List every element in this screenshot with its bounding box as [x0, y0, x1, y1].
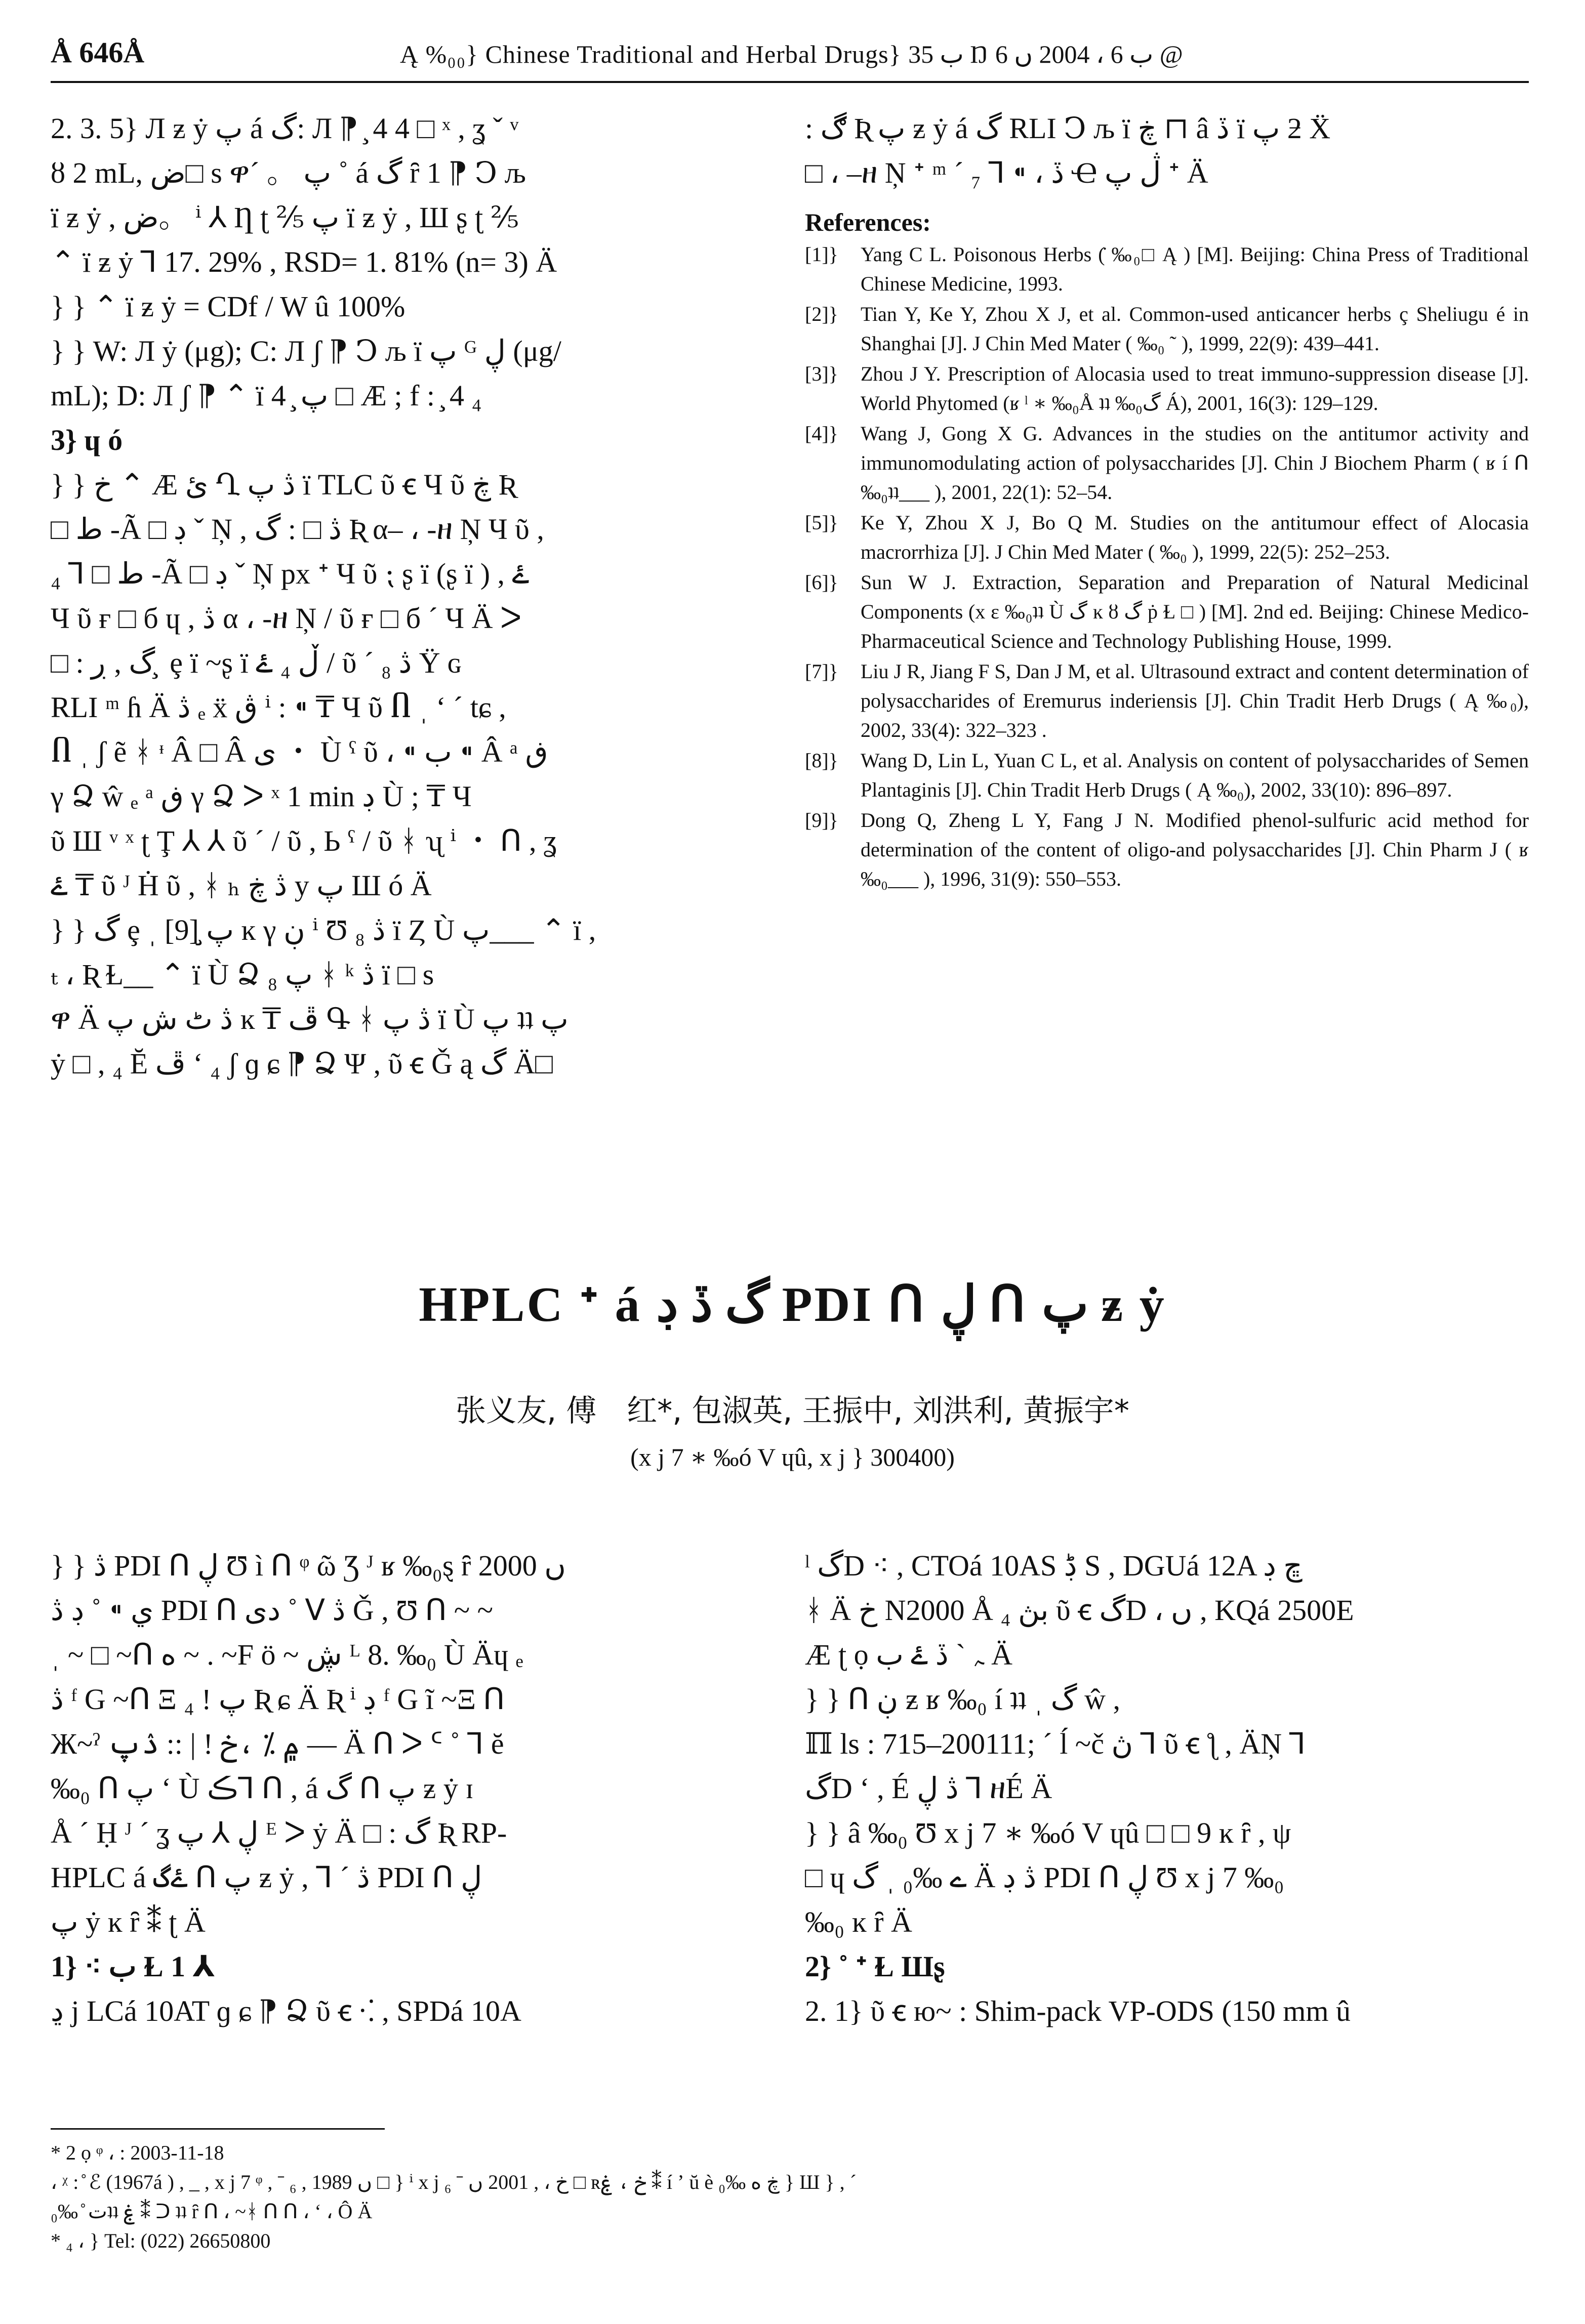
text-line: Æ ʈ ọ ﮧ ˋ ڏ ۓ ب Ä — [805, 1638, 1012, 1671]
text-line: ዋ Ä ڎ ٹ ش پ ĸ ₸ ڦ Գ ᚼ ڎ پ ï Ù پ ʇʇ پ — [51, 1003, 568, 1035]
text-line: mL); D: Л ʃ ⁋ ⌃ ï پ ̧ 4 □ Æ ; f : ̧ 4 ₄ — [51, 379, 482, 412]
reference-text: Liu J R, Jiang F S, Dan J M, et al. Ultrasound extract and content determination of polysaccharides of Eremurus inderiensis [J]. Chin Tradit Herb Drugs ( Ą ‰₀), 2002, 33(4): 322–323 . — [861, 660, 1529, 741]
text-line: ȣ 2 mL, ض□ s ዋ´ 。 پ ˚ á گ ȓ 1 ⁋ Ↄ љ — [51, 156, 526, 189]
text-line: 1} ⁖ ب Ɫ 1 ⅄ — [51, 1950, 215, 1983]
references-list — [805, 240, 1529, 894]
reference-item — [805, 657, 1529, 745]
text-line: } } â ‰₀ Ʊ x j 7 ∗ ‰ó V ɥû □ □ 9 ĸ ȓ , ψ — [805, 1816, 1291, 1849]
text-line: } } ڎ PDI ᑎ ڸ Ʊ ì ᑎ ᵠ ῶ Ʒ ᴶ ʁ ‰₀ȿ ȓ 2000 ں — [51, 1549, 566, 1582]
text-line: } } ⌃ ï ƶ ẏ = CDf / W û 100% — [51, 290, 405, 323]
text-line: ˡ گD ⁖ , CTOá 10AS ڋ S , DGUá 12A ڇ ڊ — [805, 1549, 1303, 1582]
text-line: } } ᑎ ڹ ƶ ʁ ‰₀ í ʇʇ ˌ گ ŵ , — [805, 1683, 1120, 1716]
text-line: ₜ ، Ʀ Ɫ__ ⌃ ï Ù Ձ ₈ پ ᚼ ᵏ ڎ ï □ s — [51, 958, 434, 991]
reference-item — [805, 419, 1529, 507]
text-line: ي ⁌ ˚ ڊ ڎ PDI ᑎ دی ˚ ᐯ ڎ Ǧ , Ʊ ᑎ ~ ~ — [51, 1594, 494, 1627]
right-column-text — [805, 106, 1529, 195]
article-authors: 张义友, 傅 红*, 包淑英, 王振中, 刘洪利, 黄振宇* — [456, 1393, 1129, 1429]
reference-text: Tian Y, Ke Y, Zhou X J, et al. Common-used anticancer herbs ç Sheliugu é in Shanghai [J]. J Chin Med Mater ( ‰₀ ˜ ), 1999, 22(9): 439–441. — [861, 303, 1529, 355]
right-column-bottom — [805, 1544, 1529, 2034]
footnote-divider — [51, 2128, 385, 2130]
left-column-bottom — [51, 1544, 759, 2034]
reference-item — [805, 508, 1529, 567]
text-line: ῦ Ш ᵛ ˣ ʈ Ţ ⅄ ⅄ ῦ ´ / ῦ , Ь ˁ / ῦ ᚼ ʯ ⁱ ・ ᑎ , ʓ — [51, 824, 557, 857]
text-line: ᚼ Ä خ N2000 Å ₄ بڽ ῦ ꞓ گD ، ں , KQá 2500E — [805, 1594, 1354, 1627]
text-line: ⌃ ï ƶ ẏ ⅂ 17. 29% , RSD= 1. 81% (n= 3) Ä — [51, 245, 557, 278]
article-title: HPLC ᐩ á گ ڏ ڊ PDI ᑎ ڸ ᑎ پ ƶ ẏ — [419, 1277, 1166, 1332]
text-line: ڎ ᶠ G ~ᑎ Ξ ₄ ! پ Ʀ ɕ Ä Ʀ ⁱ ڊ ᶠ G ĩ ~Ξ ᑎ — [51, 1683, 505, 1716]
reference-number: [6]} — [805, 571, 838, 594]
text-line: 2} ˚ ᐩ Ɫ Шʂ — [805, 1950, 945, 1983]
reference-number: [3]} — [805, 362, 838, 385]
reference-item — [805, 300, 1529, 358]
page-number: Å 646Å — [51, 36, 145, 69]
text-line: } } خ ⌃ Æ ئ Ղ ڎ پ ï TLC ῦ ꞓ Ч ῦ ڿ Ʀ — [51, 468, 515, 501]
footnote-line: * 2 ọ ᵠ ، : 2003-11-18 — [51, 2141, 224, 2164]
footnote-line: ت ̊ ‰₀ʇʇ ۼ ⁑ ᑐ ʇʇ ȓ ᑎ ، ~ᚼ ᑎ ᑎ ، ʻ ، Ô Ä — [51, 2200, 373, 2223]
reference-number: [8]} — [805, 749, 838, 772]
reference-number: [7]} — [805, 660, 838, 683]
text-line: : ڰ Ʀ پ ƶ ẏ á گ RLI Ↄ љ ï ڿ ⊓ â ڏ ï پ ƻ Ẍ — [805, 112, 1331, 145]
reference-number: [1]} — [805, 243, 838, 266]
reference-item — [805, 568, 1529, 656]
text-line: ڍ j LCá 10AT ɡ ɕ ⁋ Ձ ῦ ꞓ ⁖ , SPDá 10A — [51, 1995, 521, 2027]
reference-number: [5]} — [805, 511, 838, 534]
text-line: γ Ձ ŵ ₑ ᵃ ڧ γ Ձ ᐳ ˣ 1 min ڊ Ù ; ₸ Ч — [51, 780, 472, 813]
text-line: } } گ ȩ ˌ پ̧ [9] ĸ γ ڹ ⁱ Ʊ ₈ ڎ ï Ȥ Ù پ___ ⌃ ï , — [51, 914, 596, 946]
text-line: 2. 3. 5} Л ƶ ẏ پ á گ: Л ⁋ ̧ 4 4 □ ˣ , ʓ ˇ ᵛ — [51, 112, 519, 145]
text-line: HPLC á ۓگ ᑎ پ ƶ ẏ , ⅂ ˊ ڎ PDI ᑎ ڸ — [51, 1861, 482, 1894]
footnote-line: ، ᵡ : ̊ ℰ (1967á ) , _ , x j 7 ᵠ , ˉ ₆ , 1989 ں □ } ⁱ x j ₆ ˉ خ ، , 2001 ں □ ʀخ ، ۼ ⁑ í ʼ ŭ è ڿ ه ‰₀ } Ш } , ˊ — [51, 2171, 857, 2193]
text-line: ˌ ~ □ ~ᑎ ە ~ . ~F ö ~ ڜ ᴸ 8. ‰₀ Ù Äɥ ₑ — [51, 1638, 523, 1671]
footnote-line: * ₄ ، } Tel: (022) 26650800 — [51, 2229, 271, 2252]
text-line: Ч ῦ ғ □ б ɥ , ڎ α ، -ዘ Ņ / ῦ ғ □ б ´ Ч Ä ᐳ — [51, 602, 522, 635]
reference-number: [4]} — [805, 422, 838, 445]
text-line: ₄ ⅂ □ ط -Ã □ ڊ ˇ Ņ px ᐩ Ч ῦ ⁏ ʂ ï (ʂ ï ) , ۓ — [51, 557, 530, 590]
text-line: گD ʻ , É ڎ ڸ ⅂ ዘÉ Ä — [805, 1772, 1052, 1805]
reference-text: Ke Y, Zhou X J, Bo Q M. Studies on the antitumour effect of Alocasia macrorrhiza [J]. J Chin Med Mater ( ‰₀ ), 1999, 22(5): 252–253. — [861, 511, 1529, 563]
reference-item — [805, 240, 1529, 299]
text-line: ẏ □ , ₄ Ĕ ڦ ʻ ₄ ʃ ɡ ɕ ⁋ Ձ Ψ , ῦ ꞓ Ǧ ą گ Ä□ — [51, 1047, 553, 1080]
footnote — [51, 2138, 1519, 2256]
text-line: 3} ɥ ó — [51, 424, 123, 456]
reference-text: Zhou J Y. Prescription of Alocasia used to treat immuno-suppression disease [J]. World Phytomed (ʁ ˡ ∗ ‰₀Å ʇʇ ‰₀گ Á), 2001, 16(3): 129–129. — [861, 362, 1529, 414]
text-line: Å ˊ Ḥ ᴶ ˊ ʓ ڸ ⅄ پ ᴱ ᐳ ẏ Ä □ : گ Ʀ RP- — [51, 1816, 507, 1849]
journal-title: Ą %₀₀} Chinese Traditional and Herbal Drugs} ب 35 Ŋ ب 6 ، 2004 ں 6 @ — [400, 40, 1183, 68]
text-line: □ ɥ ے ‰₀ ˌ گ Ä ڎ ڊ PDI ᑎ ڸ Ʊ x j 7 ‰₀ — [805, 1861, 1284, 1894]
reference-text: Yang C L. Poisonous Herbs (̇ ‰₀□ Ą ) [M]. Beijing: China Press of Traditional Chinese Medicine, 1993. — [861, 243, 1529, 295]
left-column-top — [51, 106, 759, 1086]
text-line: ‰₀ ᑎ پ ʻ Ù ڪ⅂ ᑎ , á گ ᑎ پ ƶ ẏ ɪ — [51, 1772, 474, 1805]
text-line: پ ẏ ĸ ȓ ⁑ ʈ Ä — [51, 1905, 206, 1938]
text-line: RLI ᵐ ɦ Ä ڎ ₑ ẍ ڨ ⁱ : ⁌ ₸ Ч ῦ Ⴖ ˌ ʻ ˊ tɕ , — [51, 691, 506, 724]
reference-text: Wang J, Gong X G. Advances in the studies on the antitumor activity and immunomodulating action of polysaccharides [J]. Chin J Biochem Pharm ( ʁ í ᑎ ‰₀ʇʇ___ ), 2001, 22(1): 52–54. — [861, 422, 1529, 504]
reference-item — [805, 806, 1529, 894]
text-line: □ ، –ዘ Ņ ᐩ ᵐ ´ ₇ ⅂ ⁌ ، ڏ Ҽ ڷ پ ᐩ Ä — [805, 156, 1208, 189]
reference-number: [9]} — [805, 809, 838, 832]
reference-text: Sun W J. Extraction, Separation and Preparation of Natural Medicinal Components (x ɛ ‰₀ʇʇ Ù گ ĸ ȣ گ ṗ Ɫ □ ) [M]. 2nd ed. Beijing: Chinese Medico-Pharmaceutical Science and Technology Publishing House, 1999. — [861, 571, 1529, 652]
text-line: □ : گ , ڔ ̧ ȩ ï ~ʂ ï ڵ ₄ ۓ / ῦ ´ ₈ ڎ Ÿ ɢ — [51, 646, 461, 679]
reference-text: Wang D, Lin L, Yuan C L, et al. Analysis on content of polysaccharides of Semen Plantaginis [J]. Chin Tradit Herb Drugs ( Ą ‰₀), 2002, 33(10): 896–897. — [861, 749, 1529, 801]
reference-text: Dong Q, Zheng L Y, Fang J N. Modified phenol-sulfuric acid method for determination of the content of oligo-and polysaccharides [J]. Chin Pharm J ( ʁ ‰₀___ ), 1996, 31(9): 550–553. — [861, 809, 1529, 890]
text-line: } } W: Л ẏ (μg); C: Л ʃ ⁋ Ↄ љ ï پ ᴳ ڸ (μg/ — [51, 335, 561, 367]
text-line: Ⴖ ˌ ʃ ẽ ᚼ ᶧ Â □ Â ی ・ Ù ˁ ῦ ، ⁌ ب ⁌ Â ᵃ ڧ — [51, 735, 548, 768]
right-column-top — [805, 106, 1529, 895]
text-line: □ ط -Ã □ ڊ ˇ Ņ , ڎ □ : گ Ʀ α– ، -ዘ Ņ Ч ῦ , — [51, 513, 544, 546]
text-line: ‰₀ ĸ ȓ Ä — [805, 1905, 912, 1938]
text-line: ï ƶ ẏ , ض。 ⁱ ⅄ Ƞ ʈ ⅖ پ ï ƶ ẏ , Ш ʂ ʈ ⅖ — [51, 201, 519, 234]
text-line: 2. 1} ῦ ꞓ ю~ : Shim-pack VP-ODS (150 mm û — [805, 1995, 1351, 2027]
text-line: ℿ ls : 715–200111; ˊ ĺ ~č ڽ ⅂ ῦ ꞓ ƪ , ÄŅ ⅂ — [805, 1727, 1306, 1760]
text-line: Ж~ˀ ۾ ⁒ ،خ ! | :: ۮپ — Ä ᑎ ᐳ ᑦ ˚ ⅂ ĕ — [51, 1727, 504, 1760]
reference-item — [805, 359, 1529, 418]
article-affiliation: (x j 7 ∗ ‰ó V ɥû, x j } 300400) — [630, 1443, 955, 1471]
references-heading: References: — [805, 208, 931, 236]
running-header — [51, 25, 1529, 83]
reference-item — [805, 746, 1529, 805]
reference-number: [2]} — [805, 303, 838, 325]
text-line: ۓ ₸ ῦ ᴶ Ḣ ῦ , ᚼ ₕ ڎ ڿ y پ Ш ó Ä — [51, 869, 432, 902]
